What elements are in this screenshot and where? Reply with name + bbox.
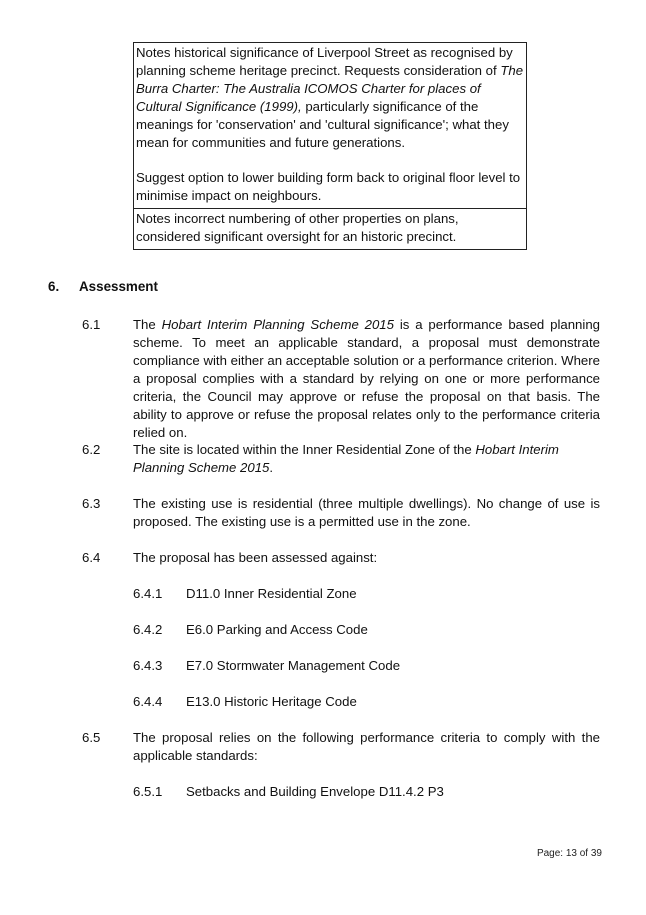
subitem-text: D11.0 Inner Residential Zone <box>186 586 357 601</box>
paragraph-number: 6.3 <box>82 496 101 511</box>
subitem-number: 6.4.3 <box>133 658 163 673</box>
paragraph-6-2 <box>82 441 600 477</box>
section-title: Assessment <box>79 279 158 294</box>
notes-floor-level-suggestion: Suggest option to lower building form back to original floor level to minimise impact on neighbours. <box>136 170 521 203</box>
paragraph-text <box>133 316 600 442</box>
subitem-number: 6.4.4 <box>133 694 163 709</box>
subitem-number: 6.4.2 <box>133 622 163 637</box>
subitem-number: 6.5.1 <box>133 784 163 799</box>
notes-heritage-paragraph <box>136 44 524 152</box>
notes-numbering-text: Notes incorrect numbering of other properties on plans, considered significant oversight for an historic precinct. <box>136 211 459 244</box>
paragraph-number: 6.1 <box>82 317 101 332</box>
paragraph-number: 6.2 <box>82 442 101 457</box>
notes-heritage-text-end: particularly significance of the meanings for 'conservation' and 'cultural significance'; what they mean for communities and future generations. <box>136 99 509 150</box>
paragraph-text: The proposal relies on the following performance criteria to comply with the applicable standards: <box>133 730 600 763</box>
burra-charter-title: The Burra Charter: The Australia ICOMOS Charter for places of Cultural Significance (1999), <box>136 63 524 114</box>
page-number-footer: Page: 13 of 39 <box>536 848 602 859</box>
subitem-6-4-4 <box>133 693 357 711</box>
paragraph-6-4 <box>82 549 600 567</box>
paragraph-number: 6.5 <box>82 730 101 745</box>
paragraph-6-5 <box>82 729 600 765</box>
paragraph-text-end: is a performance based planning scheme. To meet an applicable standard, a proposal must demonstrate compliance with either an acceptable solution or a performance criterion. Where a proposal complies with a standard by relying on one or more performance criteria, the Council may approve or refuse the proposal on that basis. The ability to approve or refuse the proposal relates only to the performance criteria relied on. <box>133 317 600 440</box>
paragraph-text-start: The <box>133 317 162 332</box>
subitem-6-5-1 <box>133 783 444 801</box>
paragraph-number: 6.4 <box>82 550 101 565</box>
subitem-6-4-2 <box>133 621 368 639</box>
notes-row-heritage <box>134 43 526 208</box>
subitem-text: E6.0 Parking and Access Code <box>186 622 368 637</box>
subitem-number: 6.4.1 <box>133 586 163 601</box>
scheme-title: Hobart Interim Planning Scheme 2015 <box>133 442 559 475</box>
subitem-6-4-1 <box>133 585 357 603</box>
paragraph-text: The existing use is residential (three multiple dwellings). No change of use is proposed. The existing use is a permitted use in the zone. <box>133 496 600 529</box>
subitem-6-4-3 <box>133 657 400 675</box>
paragraph-text-end: . <box>269 460 274 475</box>
paragraph-6-1 <box>82 316 600 442</box>
paragraph-text-start: The site is located within the Inner Residential Zone of the <box>133 442 476 457</box>
section-heading <box>48 279 158 294</box>
subitem-text: E7.0 Stormwater Management Code <box>186 658 401 673</box>
notes-heritage-text: Notes historical significance of Liverpool Street as recognised by planning scheme heritage precinct. Requests consideration of <box>136 45 513 78</box>
paragraph-text: The proposal has been assessed against: <box>133 550 378 565</box>
representation-notes-table <box>133 42 527 250</box>
scheme-title: Hobart Interim Planning Scheme 2015 <box>161 317 394 332</box>
section-number: 6. <box>48 279 60 294</box>
notes-row-numbering <box>134 208 526 249</box>
paragraph-6-3 <box>82 495 600 531</box>
subitem-text: E13.0 Historic Heritage Code <box>186 694 357 709</box>
paragraph-text <box>133 441 600 477</box>
subitem-text: Setbacks and Building Envelope D11.4.2 P3 <box>186 784 444 799</box>
